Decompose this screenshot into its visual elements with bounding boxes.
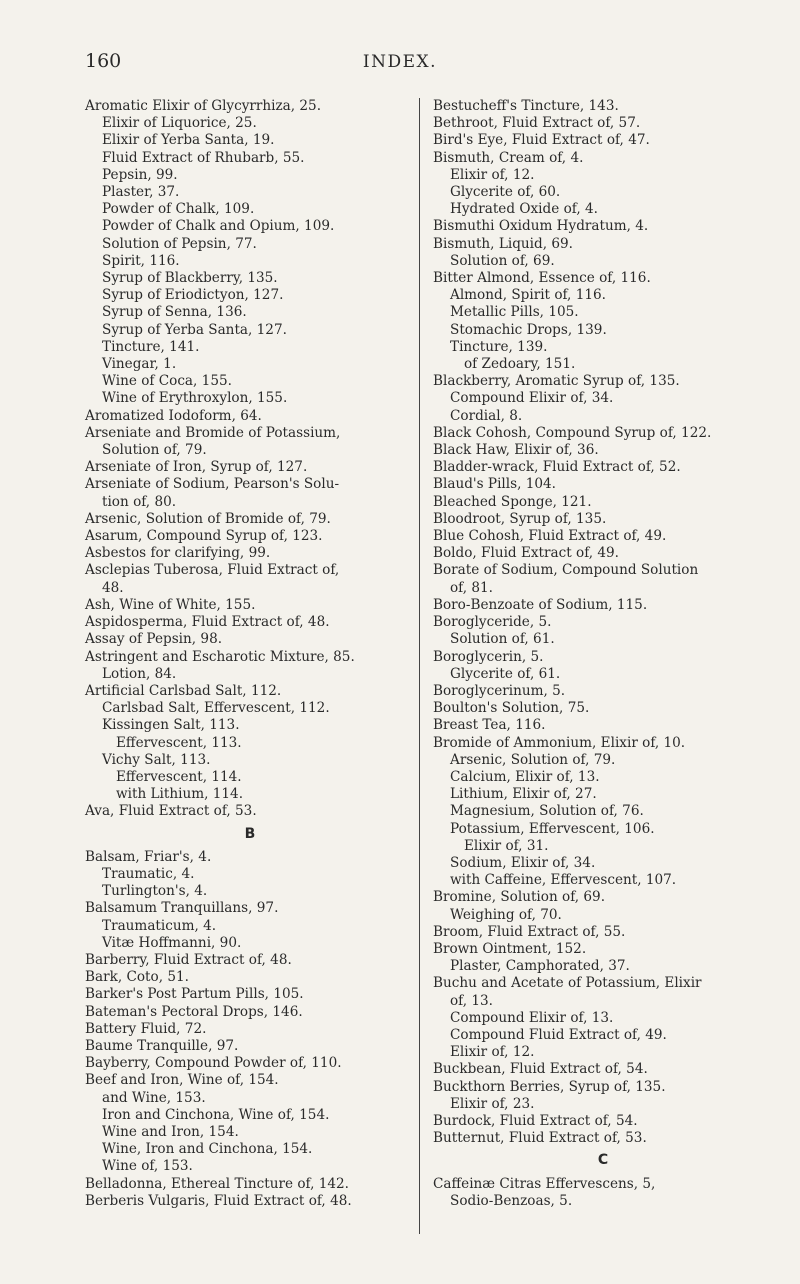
index-entry: Bloodroot, Syrup of, 135. [433, 510, 607, 527]
index-entry: Caffeinæ Citras Effervescens, 5, [433, 1175, 656, 1192]
section-letter: B [244, 825, 256, 842]
index-subentry: Effervescent, 114. [116, 768, 242, 785]
index-subentry: Compound Fluid Extract of, 49. [450, 1026, 667, 1043]
index-subentry: Sodio-Benzoas, 5. [450, 1192, 573, 1209]
index-subentry: 48. [102, 579, 124, 596]
index-entry: Bitter Almond, Essence of, 116. [433, 270, 651, 287]
index-entry: Arseniate of Iron, Syrup of, 127. [85, 459, 308, 476]
index-entry: Bladder-wrack, Fluid Extract of, 52. [433, 459, 681, 476]
index-subentry: Solution of Pepsin, 77. [102, 235, 257, 252]
index-entry: Balsam, Friar's, 4. [85, 848, 212, 865]
index-subentry: Compound Elixir of, 34. [450, 390, 614, 407]
index-subentry: Stomachic Drops, 139. [450, 321, 607, 338]
index-subentry: Compound Elixir of, 13. [450, 1009, 614, 1026]
index-subentry: Iron and Cinchona, Wine of, 154. [102, 1106, 330, 1123]
index-subentry: Weighing of, 70. [450, 906, 562, 923]
index-subentry: Metallic Pills, 105. [450, 304, 579, 321]
index-entry: Belladonna, Ethereal Tincture of, 142. [85, 1175, 349, 1192]
index-entry: Arseniate of Sodium, Pearson's Solu- [85, 476, 340, 493]
index-subentry: Magnesium, Solution of, 76. [450, 803, 644, 820]
index-entry: Blaud's Pills, 104. [433, 476, 557, 493]
index-subentry: Solution of, 61. [450, 631, 555, 648]
index-entry: Ava, Fluid Extract of, 53. [85, 803, 257, 820]
index-entry: Butternut, Fluid Extract of, 53. [433, 1130, 647, 1147]
index-entry: Asbestos for clarifying, 99. [85, 545, 271, 562]
index-subentry: tion of, 80. [102, 493, 177, 510]
index-entry: Asarum, Compound Syrup of, 123. [85, 528, 323, 545]
index-entry: Boroglycerinum, 5. [433, 682, 566, 699]
index-entry: Berberis Vulgaris, Fluid Extract of, 48. [85, 1192, 352, 1209]
index-subentry: Syrup of Eriodictyon, 127. [102, 287, 284, 304]
index-subentry: Potassium, Effervescent, 106. [450, 820, 655, 837]
index-entry: Boroglyceride, 5. [433, 614, 552, 631]
index-entry: Bismuth, Liquid, 69. [433, 235, 573, 252]
index-entry: Buchu and Acetate of Potassium, Elixir [433, 975, 702, 992]
index-subentry: Elixir of Yerba Santa, 19. [102, 132, 275, 149]
index-entry: Bestucheff's Tincture, 143. [433, 98, 619, 114]
index-column-right [433, 98, 773, 1210]
index-entry: Aspidosperma, Fluid Extract of, 48. [85, 614, 330, 631]
index-subentry: and Wine, 153. [102, 1089, 206, 1106]
index-subentry: Elixir of Liquorice, 25. [102, 115, 257, 132]
index-subentry: Kissingen Salt, 113. [102, 717, 240, 734]
index-entry: Beef and Iron, Wine of, 154. [85, 1072, 279, 1089]
index-entry: Burdock, Fluid Extract of, 54. [433, 1112, 638, 1129]
index-subentry: Spirit, 116. [102, 252, 180, 269]
index-subentry: Powder of Chalk, 109. [102, 201, 255, 218]
index-subentry: Cordial, 8. [450, 407, 523, 424]
index-entry: Borate of Sodium, Compound Solution [433, 562, 699, 579]
index-entry: Aromatized Iodoform, 64. [85, 407, 262, 424]
index-subentry: with Caffeine, Effervescent, 107. [450, 872, 677, 889]
index-subentry: Glycerite of, 60. [450, 184, 561, 201]
index-entry: Bismuthi Oxidum Hydratum, 4. [433, 218, 649, 235]
index-entry: Boulton's Solution, 75. [433, 700, 590, 717]
index-subentry: Plaster, Camphorated, 37. [450, 958, 630, 975]
index-entry: Boroglycerin, 5. [433, 648, 544, 665]
index-entry: Blackberry, Aromatic Syrup of, 135. [433, 373, 680, 390]
index-subentry: Syrup of Yerba Santa, 127. [102, 321, 287, 338]
index-subentry: Elixir of, 31. [464, 837, 549, 854]
index-entry: Baume Tranquille, 97. [85, 1037, 239, 1054]
index-entry: Assay of Pepsin, 98. [85, 631, 223, 648]
index-entry: Bird's Eye, Fluid Extract of, 47. [433, 132, 650, 149]
index-subentry: Lotion, 84. [102, 665, 177, 682]
index-entry: Arsenic, Solution of Bromide of, 79. [85, 510, 331, 527]
index-entry: Artificial Carlsbad Salt, 112. [85, 682, 282, 699]
index-subentry: of, 81. [450, 579, 493, 596]
index-entry: Balsamum Tranquillans, 97. [85, 900, 279, 917]
index-subentry: Carlsbad Salt, Effervescent, 112. [102, 700, 330, 717]
index-subentry: Pepsin, 99. [102, 166, 178, 183]
index-subentry: Tincture, 139. [450, 338, 548, 355]
index-subentry: with Lithium, 114. [116, 786, 244, 803]
index-entry: Bark, Coto, 51. [85, 969, 189, 986]
index-entry: Barberry, Fluid Extract of, 48. [85, 951, 292, 968]
index-entry: Breast Tea, 116. [433, 717, 546, 734]
index-subentry: Almond, Spirit of, 116. [450, 287, 606, 304]
index-subentry: Vichy Salt, 113. [102, 751, 211, 768]
index-subentry: Lithium, Elixir of, 27. [450, 786, 597, 803]
index-subentry: Vitæ Hoffmanni, 90. [102, 934, 242, 951]
index-entry: Brown Ointment, 152. [433, 940, 587, 957]
index-subentry: Calcium, Elixir of, 13. [450, 768, 600, 785]
column-divider [419, 98, 420, 1234]
index-entry: Boro-Benzoate of Sodium, 115. [433, 596, 648, 613]
index-entry: Black Haw, Elixir of, 36. [433, 442, 599, 459]
index-subentry: Wine of, 153. [102, 1158, 193, 1175]
index-subentry: Powder of Chalk and Opium, 109. [102, 218, 335, 235]
index-entry: Arseniate and Bromide of Potassium, [85, 424, 341, 441]
running-head: INDEX. [362, 52, 438, 72]
index-entry: Bromide of Ammonium, Elixir of, 10. [433, 734, 686, 751]
index-subentry: Sodium, Elixir of, 34. [450, 854, 596, 871]
index-subentry: Elixir of, 12. [450, 1044, 535, 1061]
index-subentry: Wine of Erythroxylon, 155. [102, 390, 288, 407]
index-subentry: Effervescent, 113. [116, 734, 242, 751]
index-subentry: Wine of Coca, 155. [102, 373, 232, 390]
index-entry: Black Cohosh, Compound Syrup of, 122. [433, 424, 712, 441]
index-entry: Bismuth, Cream of, 4. [433, 149, 584, 166]
index-entry: Battery Fluid, 72. [85, 1020, 207, 1037]
index-entry: Astringent and Escharotic Mixture, 85. [85, 648, 355, 665]
index-subentry: Solution of, 79. [102, 442, 207, 459]
index-subentry: Syrup of Blackberry, 135. [102, 270, 278, 287]
index-subentry: Traumaticum, 4. [102, 917, 217, 934]
index-subentry: Tincture, 141. [102, 338, 200, 355]
index-entry: Boldo, Fluid Extract of, 49. [433, 545, 619, 562]
index-subentry: Glycerite of, 61. [450, 665, 561, 682]
index-subentry: Wine and Iron, 154. [102, 1123, 239, 1140]
index-subentry: Vinegar, 1. [102, 356, 177, 373]
index-subentry: Plaster, 37. [102, 184, 180, 201]
index-column-left [85, 98, 415, 1210]
index-entry: Blue Cohosh, Fluid Extract of, 49. [433, 528, 667, 545]
index-entry: Bateman's Pectoral Drops, 146. [85, 1003, 303, 1020]
index-entry: Buckthorn Berries, Syrup of, 135. [433, 1078, 666, 1095]
index-subentry: Elixir of, 23. [450, 1095, 535, 1112]
index-entry: Asclepias Tuberosa, Fluid Extract of, [85, 562, 340, 579]
index-entry: Bleached Sponge, 121. [433, 493, 592, 510]
page-number: 160 [85, 50, 122, 72]
index-subentry: Solution of, 69. [450, 252, 555, 269]
index-subentry: Hydrated Oxide of, 4. [450, 201, 598, 218]
index-entry: Bayberry, Compound Powder of, 110. [85, 1055, 342, 1072]
index-subentry: Syrup of Senna, 136. [102, 304, 247, 321]
index-entry: Broom, Fluid Extract of, 55. [433, 923, 626, 940]
index-entry: Bethroot, Fluid Extract of, 57. [433, 115, 641, 132]
section-letter: C [597, 1152, 609, 1169]
index-subentry: Elixir of, 12. [450, 166, 535, 183]
index-entry: Barker's Post Partum Pills, 105. [85, 986, 304, 1003]
index-entry: Aromatic Elixir of Glycyrrhiza, 25. [85, 98, 322, 114]
index-subentry: Wine, Iron and Cinchona, 154. [102, 1141, 313, 1158]
index-subentry: Turlington's, 4. [102, 883, 208, 900]
page-header [0, 50, 800, 80]
index-subentry: Arsenic, Solution of, 79. [450, 751, 616, 768]
index-entry: Buckbean, Fluid Extract of, 54. [433, 1061, 648, 1078]
index-subentry: of, 13. [450, 992, 493, 1009]
index-subentry: of Zedoary, 151. [464, 356, 576, 373]
index-entry: Bromine, Solution of, 69. [433, 889, 606, 906]
index-subentry: Fluid Extract of Rhubarb, 55. [102, 149, 305, 166]
index-entry: Ash, Wine of White, 155. [85, 596, 256, 613]
index-subentry: Traumatic, 4. [102, 865, 195, 882]
